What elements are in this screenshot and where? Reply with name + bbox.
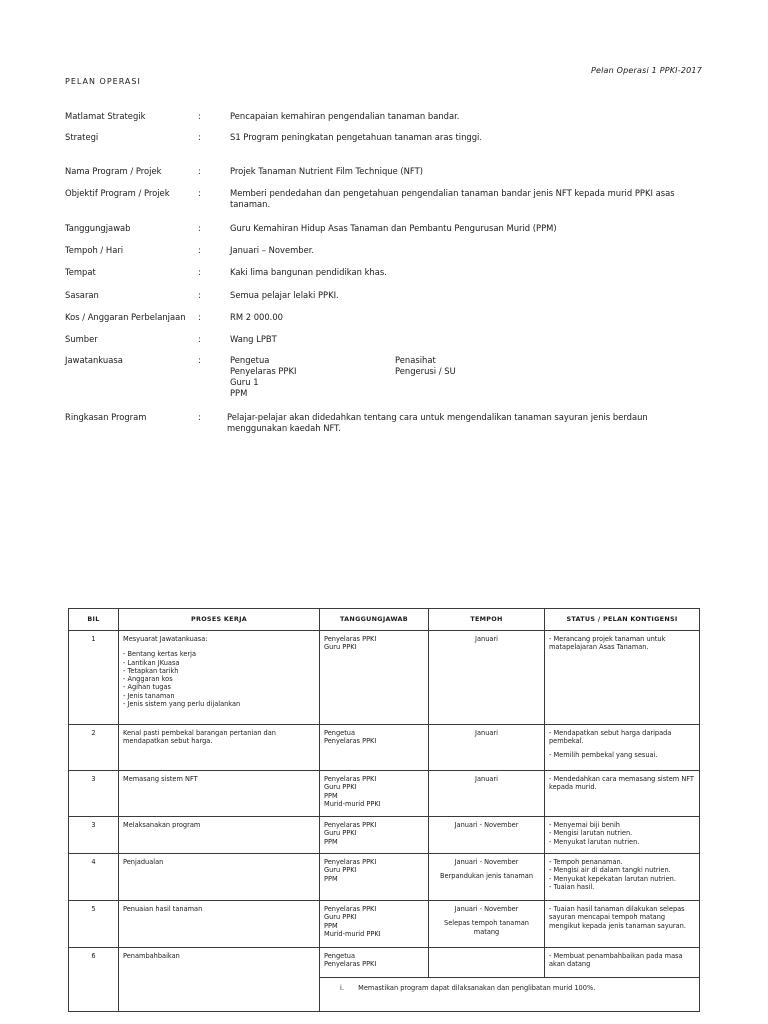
committee-role: Penasihat (395, 355, 436, 365)
tanggungjawab-cell (320, 725, 429, 771)
proses-item: - Tetapkan tarikh (123, 666, 179, 675)
field-value: S1 Program peningkatan pengetahuan tanaman aras tinggi. (230, 132, 483, 142)
tanggungjawab-cell (320, 817, 429, 854)
responsible-party: Murid-murid PPKI (324, 799, 381, 808)
field-value: Memberi pendedahan dan pengetahuan pengendalian tanaman bandar jenis NFT kepada murid PPKI asas tanaman. (230, 188, 675, 209)
field-label: Objektif Program / Projek (65, 188, 170, 198)
field-label: Strategi (65, 132, 99, 142)
table-row (69, 854, 700, 901)
status-item: - Tuaian hasil tanaman dilakukan selepas sayuran mencapai tempoh matang mengikut kepada jenis tanaman sayuran. (549, 905, 686, 930)
responsible-party: Penyelaras PPKI (324, 635, 377, 643)
proses-cell: Penuaian hasil tanaman (119, 901, 320, 948)
tempoh-cell (429, 631, 545, 725)
responsible-party: Penyelaras PPKI (324, 737, 377, 746)
bil-cell: 1 (69, 631, 119, 725)
responsible-party: Guru PPKI (324, 783, 357, 792)
bil-cell: 3 (69, 817, 119, 854)
column-header-proses-kerja: PROSES KERJA (119, 609, 320, 631)
field-label: Sumber (65, 334, 98, 344)
field-colon: : (198, 132, 201, 142)
objective-number: i. (340, 984, 344, 992)
field-value: RM 2 000.00 (230, 312, 284, 322)
status-item: - Mendedahkan cara memasang sistem NFT kepada murid. (549, 775, 694, 792)
responsible-party: Penyelaras PPKI (324, 858, 377, 866)
responsible-party: Guru PPKI (324, 829, 357, 838)
field-label: Kos / Anggaran Perbelanjaan (65, 312, 186, 322)
status-cell (545, 725, 700, 771)
proses-cell (119, 631, 320, 725)
responsible-party: Pengetua (324, 729, 356, 737)
proses-cell: Kenal pasti pembekal barangan pertanian dan mendapatkan sebut harga. (119, 725, 320, 771)
field-colon: : (198, 290, 201, 300)
tanggungjawab-cell (320, 771, 429, 817)
proses-item: - Lantikan JKuasa (123, 658, 180, 667)
proses-cell: Penjadualan (119, 854, 320, 901)
field-label: Tempoh / Hari (65, 245, 124, 255)
proses-item: - Bentang kertas kerja (123, 650, 197, 659)
tempoh-cell (429, 771, 545, 817)
work-process-table (68, 608, 700, 1012)
field-colon: : (198, 188, 201, 198)
field-value: Januari – November. (230, 245, 315, 255)
proses-cell: Penambahbaikan (119, 948, 320, 1012)
tanggungjawab-cell (320, 901, 429, 948)
field-label: Jawatankuasa (65, 355, 123, 365)
committee-members (230, 355, 390, 399)
committee-roles (395, 355, 545, 377)
tempoh-text: Selepas tempoh tanaman matang (444, 919, 529, 936)
responsible-party: Guru PPKI (324, 866, 357, 875)
tempoh-text: Januari - November (454, 858, 519, 866)
column-header-tanggungjawab: TANGGUNGJAWAB (320, 609, 429, 631)
status-item: - Menyukat larutan nutrien. (549, 837, 640, 846)
table-row (69, 725, 700, 771)
proses-item: - Jenis tanaman (123, 691, 175, 700)
bil-cell: 2 (69, 725, 119, 771)
field-colon: : (198, 355, 201, 365)
status-item: - Mengisi larutan nutrien. (549, 829, 633, 838)
bil-cell: 5 (69, 901, 119, 948)
responsible-party: Penyelaras PPKI (324, 775, 377, 783)
responsible-party: Guru PPKI (324, 643, 357, 652)
bil-cell: 4 (69, 854, 119, 901)
status-cell (545, 817, 700, 854)
committee-member: PPM (230, 388, 248, 398)
field-value: Kaki lima bangunan pendidikan khas. (230, 267, 387, 277)
field-colon: : (198, 334, 201, 344)
proses-item: - Anggaran kos (123, 675, 173, 684)
status-item: - Merancang projek tanaman untuk matapelajaran Asas Tanaman. (549, 635, 666, 652)
page-title: PELAN OPERASI (65, 77, 141, 86)
field-value: Wang LPBT (230, 334, 277, 344)
objective-cell (320, 978, 700, 1012)
field-value: Guru Kemahiran Hidup Asas Tanaman dan Pembantu Pengurusan Murid (PPM) (230, 223, 557, 233)
table-row (69, 948, 700, 978)
status-cell (545, 854, 700, 901)
status-item: - Memilih pembekal yang sesuai. (549, 750, 658, 759)
table-header-row (69, 609, 700, 631)
tempoh-cell (429, 854, 545, 901)
responsible-party: PPM (324, 791, 338, 800)
status-item: - Menyemai biji benih (549, 821, 620, 829)
committee-role: Pengerusi / SU (395, 366, 456, 376)
table-row (69, 901, 700, 948)
document-reference: Pelan Operasi 1 PPKI-2017 (590, 66, 702, 75)
field-colon: : (198, 245, 201, 255)
responsible-party: Guru PPKI (324, 913, 357, 922)
committee-member: Pengetua (230, 355, 270, 365)
field-label: Tempat (65, 267, 96, 277)
field-label: Tanggungjawab (65, 223, 131, 233)
field-colon: : (198, 223, 201, 233)
field-colon: : (198, 111, 201, 121)
responsible-party: PPM (324, 921, 338, 930)
tempoh-cell (429, 817, 545, 854)
responsible-party: Murid-murid PPKI (324, 929, 381, 938)
field-value: Pencapaian kemahiran pengendalian tanaman bandar. (230, 111, 460, 121)
tempoh-cell (429, 901, 545, 948)
field-colon: : (198, 166, 201, 176)
column-header-bil: BIL (69, 609, 119, 631)
status-item: - Mengisi air di dalam tangki nutrien. (549, 866, 671, 875)
status-cell (545, 771, 700, 817)
tempoh-text: Januari - November (454, 821, 519, 829)
field-colon: : (198, 267, 201, 277)
proses-text: Mesyuarat Jawatankuasa: (123, 635, 208, 643)
column-header-tempoh: TEMPOH (429, 609, 545, 631)
responsible-party: Pengetua (324, 952, 356, 960)
status-cell (545, 948, 700, 978)
proses-cell: Memasang sistem NFT (119, 771, 320, 817)
bil-cell: 3 (69, 771, 119, 817)
responsible-party: PPM (324, 874, 338, 883)
responsible-party: Penyelaras PPKI (324, 960, 377, 969)
field-colon: : (198, 312, 201, 322)
field-label: Sasaran (65, 290, 99, 300)
proses-item: - Jenis sistem yang perlu dijalankan (123, 700, 241, 709)
status-item: - Membuat penambahbaikan pada masa akan datang (549, 952, 683, 969)
objective-text: Memastikan program dapat dilaksanakan dan penglibatan murid 100%. (358, 984, 596, 992)
tempoh-text: Januari - November (454, 905, 519, 913)
field-label: Matlamat Strategik (65, 111, 146, 121)
field-colon: : (198, 412, 201, 422)
field-label: Ringkasan Program (65, 412, 147, 422)
status-item: - Mendapatkan sebut harga daripada pembekal. (549, 729, 672, 746)
column-header-status: STATUS / PELAN KONTIGENSI (545, 609, 700, 631)
tanggungjawab-cell (320, 948, 429, 978)
proses-cell: Melaksanakan program (119, 817, 320, 854)
responsible-party: Penyelaras PPKI (324, 905, 377, 913)
status-item: - Menyukat kepekatan larutan nutrien. (549, 874, 676, 883)
field-label: Nama Program / Projek (65, 166, 162, 176)
tempoh-cell (429, 725, 545, 771)
table-row (69, 771, 700, 817)
proses-item: - Agihan tugas (123, 683, 171, 692)
responsible-party: Penyelaras PPKI (324, 821, 377, 829)
committee-member: Penyelaras PPKI (230, 366, 297, 376)
bil-cell: 6 (69, 948, 119, 1012)
tempoh-text: Januari (475, 729, 498, 737)
status-item: - Tuaian hasil. (549, 882, 595, 891)
table-row (69, 817, 700, 854)
tempoh-text: Januari (475, 635, 498, 643)
tempoh-text: Berpandukan jenis tanaman (440, 872, 533, 881)
committee-member: Guru 1 (230, 377, 259, 387)
field-value: Pelajar-pelajar akan didedahkan tentang cara untuk mengendalikan tanaman sayuran jenis berdaun menggunakan kaedah NFT. (227, 412, 648, 433)
table-row (69, 631, 700, 725)
status-cell (545, 631, 700, 725)
tempoh-text: Januari (475, 775, 498, 783)
status-item: - Tempoh penanaman. (549, 858, 623, 866)
field-value: Projek Tanaman Nutrient Film Technique (NFT) (230, 166, 423, 176)
tanggungjawab-cell (320, 631, 429, 725)
tempoh-cell (429, 948, 545, 978)
status-cell (545, 901, 700, 948)
responsible-party: PPM (324, 837, 338, 846)
field-value: Semua pelajar lelaki PPKI. (230, 290, 339, 300)
tanggungjawab-cell (320, 854, 429, 901)
